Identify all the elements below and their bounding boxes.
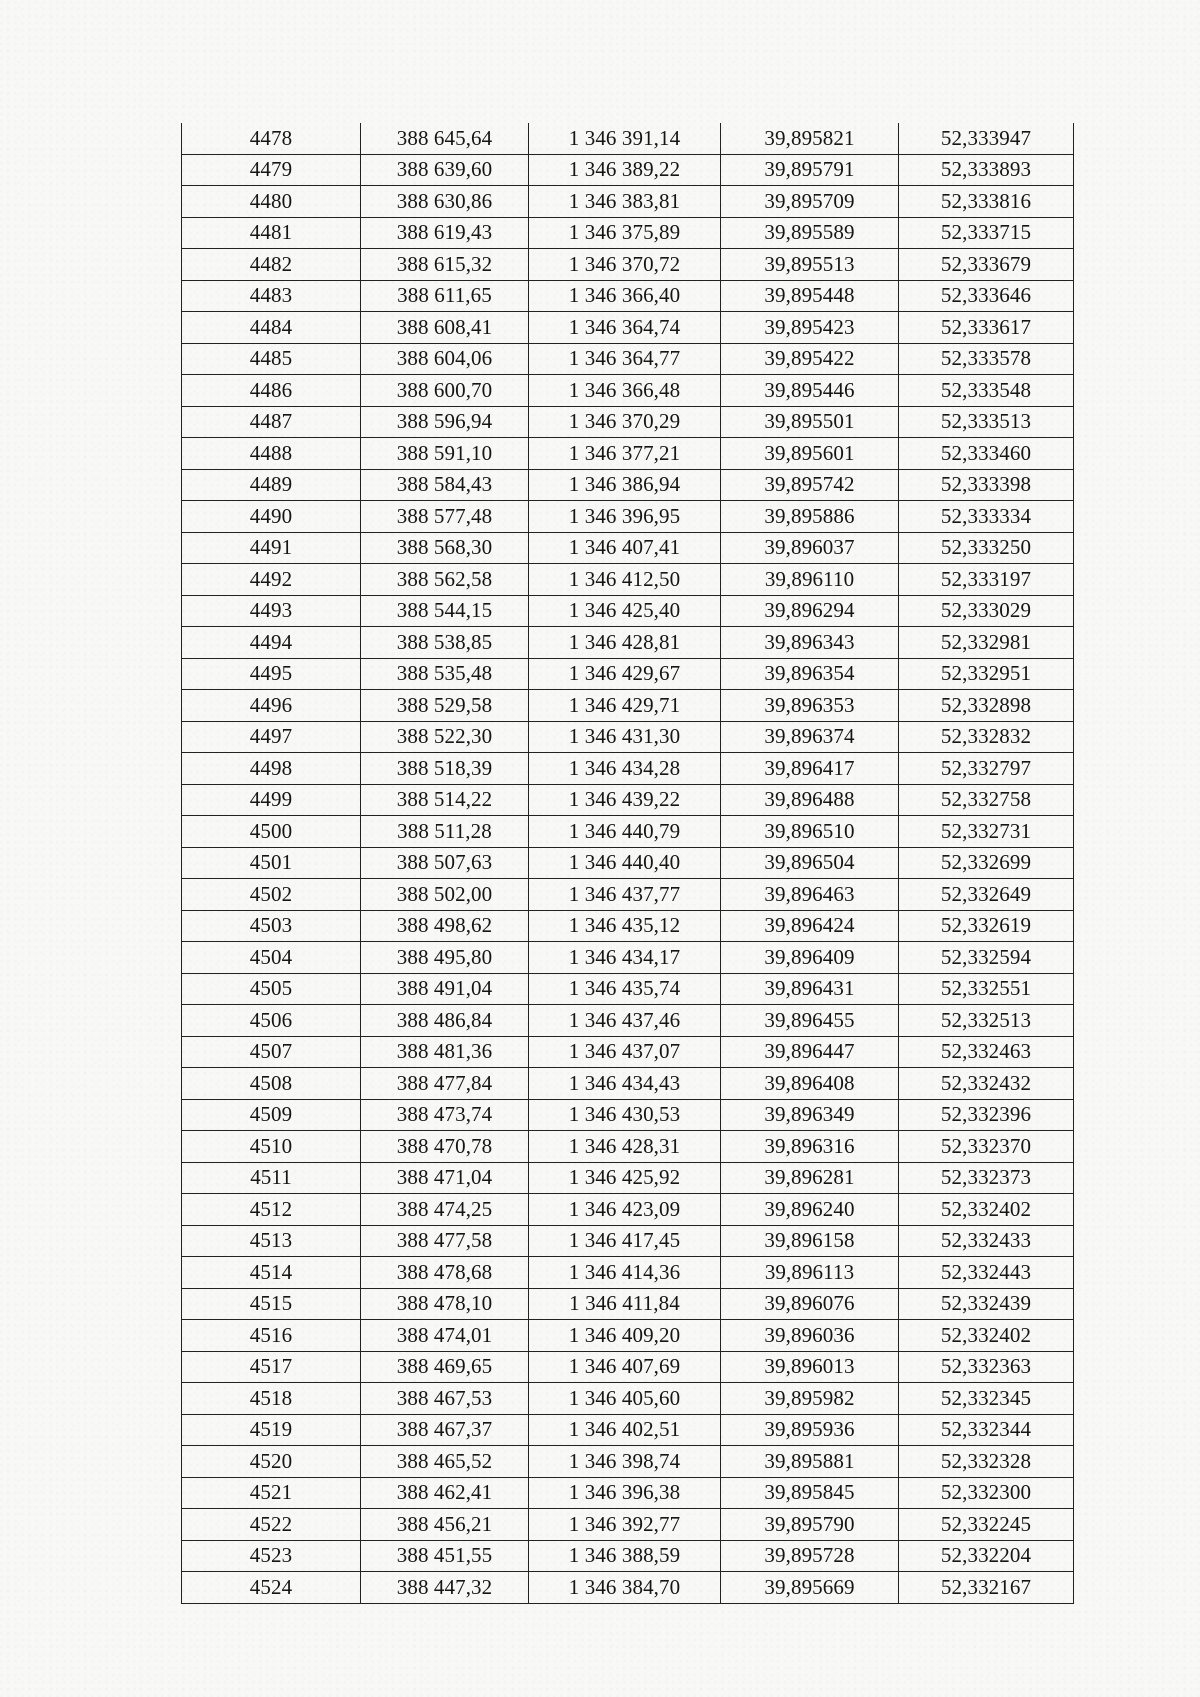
y-coordinate-cell: 1 346 435,74 (529, 973, 721, 1005)
table-row (182, 1257, 1074, 1289)
longitude-cell: 39,896013 (721, 1351, 899, 1383)
table-row (182, 343, 1074, 375)
x-coordinate-cell: 388 511,28 (361, 816, 529, 848)
longitude-cell: 39,895790 (721, 1509, 899, 1541)
longitude-cell: 39,896158 (721, 1225, 899, 1257)
latitude-cell: 52,332898 (899, 690, 1074, 722)
longitude-cell: 39,895821 (721, 123, 899, 154)
x-coordinate-cell: 388 471,04 (361, 1162, 529, 1194)
y-coordinate-cell: 1 346 396,95 (529, 501, 721, 533)
point-number-cell: 4479 (182, 154, 361, 186)
point-number-cell: 4506 (182, 1005, 361, 1037)
table-row (182, 1383, 1074, 1415)
y-coordinate-cell: 1 346 423,09 (529, 1194, 721, 1226)
latitude-cell: 52,332463 (899, 1036, 1074, 1068)
table-row (182, 595, 1074, 627)
latitude-cell: 52,332439 (899, 1288, 1074, 1320)
x-coordinate-cell: 388 470,78 (361, 1131, 529, 1163)
longitude-cell: 39,896036 (721, 1320, 899, 1352)
longitude-cell: 39,895845 (721, 1477, 899, 1509)
y-coordinate-cell: 1 346 370,72 (529, 249, 721, 281)
point-number-cell: 4523 (182, 1540, 361, 1572)
longitude-cell: 39,895448 (721, 280, 899, 312)
longitude-cell: 39,895501 (721, 406, 899, 438)
table-row (182, 753, 1074, 785)
x-coordinate-cell: 388 538,85 (361, 627, 529, 659)
x-coordinate-cell: 388 477,58 (361, 1225, 529, 1257)
x-coordinate-cell: 388 507,63 (361, 847, 529, 879)
y-coordinate-cell: 1 346 440,40 (529, 847, 721, 879)
x-coordinate-cell: 388 502,00 (361, 879, 529, 911)
latitude-cell: 52,333947 (899, 123, 1074, 154)
longitude-cell: 39,895881 (721, 1446, 899, 1478)
latitude-cell: 52,332402 (899, 1320, 1074, 1352)
point-number-cell: 4482 (182, 249, 361, 281)
latitude-cell: 52,333893 (899, 154, 1074, 186)
x-coordinate-cell: 388 568,30 (361, 532, 529, 564)
point-number-cell: 4478 (182, 123, 361, 154)
latitude-cell: 52,332344 (899, 1414, 1074, 1446)
point-number-cell: 4517 (182, 1351, 361, 1383)
longitude-cell: 39,896343 (721, 627, 899, 659)
y-coordinate-cell: 1 346 434,43 (529, 1068, 721, 1100)
y-coordinate-cell: 1 346 417,45 (529, 1225, 721, 1257)
table-row (182, 1509, 1074, 1541)
latitude-cell: 52,332432 (899, 1068, 1074, 1100)
table-row (182, 249, 1074, 281)
point-number-cell: 4489 (182, 469, 361, 501)
point-number-cell: 4510 (182, 1131, 361, 1163)
y-coordinate-cell: 1 346 384,70 (529, 1572, 721, 1604)
point-number-cell: 4502 (182, 879, 361, 911)
y-coordinate-cell: 1 346 435,12 (529, 910, 721, 942)
y-coordinate-cell: 1 346 409,20 (529, 1320, 721, 1352)
table-row (182, 1477, 1074, 1509)
y-coordinate-cell: 1 346 377,21 (529, 438, 721, 470)
longitude-cell: 39,896488 (721, 784, 899, 816)
table-row (182, 1540, 1074, 1572)
latitude-cell: 52,332758 (899, 784, 1074, 816)
table-row (182, 375, 1074, 407)
latitude-cell: 52,333197 (899, 564, 1074, 596)
latitude-cell: 52,333460 (899, 438, 1074, 470)
point-number-cell: 4509 (182, 1099, 361, 1131)
x-coordinate-cell: 388 467,53 (361, 1383, 529, 1415)
longitude-cell: 39,896424 (721, 910, 899, 942)
x-coordinate-cell: 388 619,43 (361, 217, 529, 249)
x-coordinate-cell: 388 474,01 (361, 1320, 529, 1352)
y-coordinate-cell: 1 346 407,69 (529, 1351, 721, 1383)
point-number-cell: 4488 (182, 438, 361, 470)
point-number-cell: 4507 (182, 1036, 361, 1068)
longitude-cell: 39,896240 (721, 1194, 899, 1226)
y-coordinate-cell: 1 346 405,60 (529, 1383, 721, 1415)
table-row (182, 1068, 1074, 1100)
point-number-cell: 4492 (182, 564, 361, 596)
y-coordinate-cell: 1 346 389,22 (529, 154, 721, 186)
latitude-cell: 52,332551 (899, 973, 1074, 1005)
longitude-cell: 39,896417 (721, 753, 899, 785)
table-row (182, 1194, 1074, 1226)
point-number-cell: 4521 (182, 1477, 361, 1509)
x-coordinate-cell: 388 630,86 (361, 186, 529, 218)
point-number-cell: 4490 (182, 501, 361, 533)
latitude-cell: 52,333334 (899, 501, 1074, 533)
y-coordinate-cell: 1 346 398,74 (529, 1446, 721, 1478)
latitude-cell: 52,332345 (899, 1383, 1074, 1415)
table-row (182, 1288, 1074, 1320)
point-number-cell: 4524 (182, 1572, 361, 1604)
y-coordinate-cell: 1 346 386,94 (529, 469, 721, 501)
latitude-cell: 52,333513 (899, 406, 1074, 438)
x-coordinate-cell: 388 456,21 (361, 1509, 529, 1541)
x-coordinate-cell: 388 467,37 (361, 1414, 529, 1446)
latitude-cell: 52,332832 (899, 721, 1074, 753)
longitude-cell: 39,895728 (721, 1540, 899, 1572)
table-row (182, 721, 1074, 753)
latitude-cell: 52,332245 (899, 1509, 1074, 1541)
latitude-cell: 52,333578 (899, 343, 1074, 375)
latitude-cell: 52,332981 (899, 627, 1074, 659)
x-coordinate-cell: 388 529,58 (361, 690, 529, 722)
y-coordinate-cell: 1 346 366,40 (529, 280, 721, 312)
x-coordinate-cell: 388 451,55 (361, 1540, 529, 1572)
x-coordinate-cell: 388 478,68 (361, 1257, 529, 1289)
point-number-cell: 4518 (182, 1383, 361, 1415)
table-row (182, 406, 1074, 438)
y-coordinate-cell: 1 346 370,29 (529, 406, 721, 438)
x-coordinate-cell: 388 562,58 (361, 564, 529, 596)
latitude-cell: 52,332731 (899, 816, 1074, 848)
latitude-cell: 52,332300 (899, 1477, 1074, 1509)
point-number-cell: 4487 (182, 406, 361, 438)
table-row (182, 1572, 1074, 1604)
longitude-cell: 39,895669 (721, 1572, 899, 1604)
longitude-cell: 39,896076 (721, 1288, 899, 1320)
y-coordinate-cell: 1 346 366,48 (529, 375, 721, 407)
longitude-cell: 39,896294 (721, 595, 899, 627)
longitude-cell: 39,896037 (721, 532, 899, 564)
table-row (182, 910, 1074, 942)
y-coordinate-cell: 1 346 407,41 (529, 532, 721, 564)
latitude-cell: 52,333617 (899, 312, 1074, 344)
x-coordinate-cell: 388 544,15 (361, 595, 529, 627)
point-number-cell: 4513 (182, 1225, 361, 1257)
point-number-cell: 4501 (182, 847, 361, 879)
y-coordinate-cell: 1 346 439,22 (529, 784, 721, 816)
latitude-cell: 52,332797 (899, 753, 1074, 785)
point-number-cell: 4504 (182, 942, 361, 974)
longitude-cell: 39,895791 (721, 154, 899, 186)
table-row (182, 1162, 1074, 1194)
latitude-cell: 52,332328 (899, 1446, 1074, 1478)
point-number-cell: 4522 (182, 1509, 361, 1541)
x-coordinate-cell: 388 604,06 (361, 343, 529, 375)
x-coordinate-cell: 388 535,48 (361, 658, 529, 690)
longitude-cell: 39,895742 (721, 469, 899, 501)
latitude-cell: 52,333250 (899, 532, 1074, 564)
x-coordinate-cell: 388 469,65 (361, 1351, 529, 1383)
latitude-cell: 52,332443 (899, 1257, 1074, 1289)
y-coordinate-cell: 1 346 437,07 (529, 1036, 721, 1068)
table-row (182, 784, 1074, 816)
table-row (182, 123, 1074, 154)
x-coordinate-cell: 388 474,25 (361, 1194, 529, 1226)
latitude-cell: 52,332204 (899, 1540, 1074, 1572)
latitude-cell: 52,333029 (899, 595, 1074, 627)
table-row (182, 1036, 1074, 1068)
longitude-cell: 39,896504 (721, 847, 899, 879)
x-coordinate-cell: 388 611,65 (361, 280, 529, 312)
x-coordinate-cell: 388 608,41 (361, 312, 529, 344)
table-row (182, 154, 1074, 186)
table-row (182, 973, 1074, 1005)
point-number-cell: 4514 (182, 1257, 361, 1289)
longitude-cell: 39,896113 (721, 1257, 899, 1289)
longitude-cell: 39,896316 (721, 1131, 899, 1163)
table-row (182, 1005, 1074, 1037)
x-coordinate-cell: 388 577,48 (361, 501, 529, 533)
y-coordinate-cell: 1 346 383,81 (529, 186, 721, 218)
table-row (182, 658, 1074, 690)
latitude-cell: 52,332402 (899, 1194, 1074, 1226)
x-coordinate-cell: 388 591,10 (361, 438, 529, 470)
x-coordinate-cell: 388 477,84 (361, 1068, 529, 1100)
longitude-cell: 39,895513 (721, 249, 899, 281)
point-number-cell: 4499 (182, 784, 361, 816)
latitude-cell: 52,333715 (899, 217, 1074, 249)
latitude-cell: 52,332513 (899, 1005, 1074, 1037)
table-row (182, 312, 1074, 344)
table-row (182, 186, 1074, 218)
table-row (182, 879, 1074, 911)
point-number-cell: 4512 (182, 1194, 361, 1226)
table-row (182, 1099, 1074, 1131)
latitude-cell: 52,332373 (899, 1162, 1074, 1194)
latitude-cell: 52,332619 (899, 910, 1074, 942)
y-coordinate-cell: 1 346 364,77 (529, 343, 721, 375)
y-coordinate-cell: 1 346 402,51 (529, 1414, 721, 1446)
x-coordinate-cell: 388 639,60 (361, 154, 529, 186)
y-coordinate-cell: 1 346 388,59 (529, 1540, 721, 1572)
latitude-cell: 52,332370 (899, 1131, 1074, 1163)
table-row (182, 280, 1074, 312)
y-coordinate-cell: 1 346 425,92 (529, 1162, 721, 1194)
longitude-cell: 39,895589 (721, 217, 899, 249)
point-number-cell: 4515 (182, 1288, 361, 1320)
x-coordinate-cell: 388 478,10 (361, 1288, 529, 1320)
longitude-cell: 39,895936 (721, 1414, 899, 1446)
latitude-cell: 52,333398 (899, 469, 1074, 501)
table-row (182, 816, 1074, 848)
point-number-cell: 4485 (182, 343, 361, 375)
x-coordinate-cell: 388 522,30 (361, 721, 529, 753)
table-row (182, 1446, 1074, 1478)
table-row (182, 690, 1074, 722)
point-number-cell: 4511 (182, 1162, 361, 1194)
longitude-cell: 39,895886 (721, 501, 899, 533)
point-number-cell: 4494 (182, 627, 361, 659)
latitude-cell: 52,333679 (899, 249, 1074, 281)
y-coordinate-cell: 1 346 392,77 (529, 1509, 721, 1541)
table-row (182, 217, 1074, 249)
table-row (182, 532, 1074, 564)
longitude-cell: 39,896353 (721, 690, 899, 722)
longitude-cell: 39,896510 (721, 816, 899, 848)
longitude-cell: 39,896349 (721, 1099, 899, 1131)
point-number-cell: 4497 (182, 721, 361, 753)
longitude-cell: 39,896110 (721, 564, 899, 596)
longitude-cell: 39,895709 (721, 186, 899, 218)
latitude-cell: 52,333548 (899, 375, 1074, 407)
longitude-cell: 39,896354 (721, 658, 899, 690)
y-coordinate-cell: 1 346 411,84 (529, 1288, 721, 1320)
longitude-cell: 39,896463 (721, 879, 899, 911)
table-row (182, 1414, 1074, 1446)
longitude-cell: 39,895423 (721, 312, 899, 344)
point-number-cell: 4491 (182, 532, 361, 564)
y-coordinate-cell: 1 346 391,14 (529, 123, 721, 154)
table-row (182, 627, 1074, 659)
x-coordinate-cell: 388 514,22 (361, 784, 529, 816)
point-number-cell: 4503 (182, 910, 361, 942)
x-coordinate-cell: 388 465,52 (361, 1446, 529, 1478)
x-coordinate-cell: 388 518,39 (361, 753, 529, 785)
x-coordinate-cell: 388 473,74 (361, 1099, 529, 1131)
latitude-cell: 52,332363 (899, 1351, 1074, 1383)
y-coordinate-cell: 1 346 414,36 (529, 1257, 721, 1289)
y-coordinate-cell: 1 346 396,38 (529, 1477, 721, 1509)
point-number-cell: 4484 (182, 312, 361, 344)
y-coordinate-cell: 1 346 428,81 (529, 627, 721, 659)
x-coordinate-cell: 388 447,32 (361, 1572, 529, 1604)
table-row (182, 501, 1074, 533)
coordinates-table (181, 123, 1074, 1604)
x-coordinate-cell: 388 462,41 (361, 1477, 529, 1509)
point-number-cell: 4500 (182, 816, 361, 848)
point-number-cell: 4520 (182, 1446, 361, 1478)
point-number-cell: 4483 (182, 280, 361, 312)
y-coordinate-cell: 1 346 425,40 (529, 595, 721, 627)
point-number-cell: 4481 (182, 217, 361, 249)
latitude-cell: 52,333646 (899, 280, 1074, 312)
table-row (182, 1320, 1074, 1352)
y-coordinate-cell: 1 346 431,30 (529, 721, 721, 753)
x-coordinate-cell: 388 645,64 (361, 123, 529, 154)
coordinates-table-body (182, 123, 1074, 1603)
latitude-cell: 52,333816 (899, 186, 1074, 218)
table-row (182, 438, 1074, 470)
point-number-cell: 4480 (182, 186, 361, 218)
x-coordinate-cell: 388 486,84 (361, 1005, 529, 1037)
table-row (182, 942, 1074, 974)
x-coordinate-cell: 388 491,04 (361, 973, 529, 1005)
latitude-cell: 52,332433 (899, 1225, 1074, 1257)
y-coordinate-cell: 1 346 440,79 (529, 816, 721, 848)
latitude-cell: 52,332594 (899, 942, 1074, 974)
point-number-cell: 4496 (182, 690, 361, 722)
point-number-cell: 4519 (182, 1414, 361, 1446)
point-number-cell: 4493 (182, 595, 361, 627)
longitude-cell: 39,896447 (721, 1036, 899, 1068)
y-coordinate-cell: 1 346 429,67 (529, 658, 721, 690)
point-number-cell: 4508 (182, 1068, 361, 1100)
y-coordinate-cell: 1 346 437,77 (529, 879, 721, 911)
longitude-cell: 39,895982 (721, 1383, 899, 1415)
y-coordinate-cell: 1 346 364,74 (529, 312, 721, 344)
table-row (182, 469, 1074, 501)
x-coordinate-cell: 388 615,32 (361, 249, 529, 281)
y-coordinate-cell: 1 346 429,71 (529, 690, 721, 722)
longitude-cell: 39,895422 (721, 343, 899, 375)
y-coordinate-cell: 1 346 437,46 (529, 1005, 721, 1037)
longitude-cell: 39,895601 (721, 438, 899, 470)
point-number-cell: 4505 (182, 973, 361, 1005)
longitude-cell: 39,895446 (721, 375, 899, 407)
longitude-cell: 39,896431 (721, 973, 899, 1005)
x-coordinate-cell: 388 600,70 (361, 375, 529, 407)
x-coordinate-cell: 388 596,94 (361, 406, 529, 438)
longitude-cell: 39,896281 (721, 1162, 899, 1194)
latitude-cell: 52,332396 (899, 1099, 1074, 1131)
table-row (182, 1131, 1074, 1163)
point-number-cell: 4495 (182, 658, 361, 690)
point-number-cell: 4498 (182, 753, 361, 785)
y-coordinate-cell: 1 346 434,17 (529, 942, 721, 974)
y-coordinate-cell: 1 346 430,53 (529, 1099, 721, 1131)
y-coordinate-cell: 1 346 428,31 (529, 1131, 721, 1163)
latitude-cell: 52,332699 (899, 847, 1074, 879)
x-coordinate-cell: 388 498,62 (361, 910, 529, 942)
point-number-cell: 4486 (182, 375, 361, 407)
longitude-cell: 39,896408 (721, 1068, 899, 1100)
y-coordinate-cell: 1 346 434,28 (529, 753, 721, 785)
longitude-cell: 39,896455 (721, 1005, 899, 1037)
x-coordinate-cell: 388 481,36 (361, 1036, 529, 1068)
latitude-cell: 52,332167 (899, 1572, 1074, 1604)
table-row (182, 564, 1074, 596)
x-coordinate-cell: 388 584,43 (361, 469, 529, 501)
table-row (182, 847, 1074, 879)
latitude-cell: 52,332951 (899, 658, 1074, 690)
longitude-cell: 39,896374 (721, 721, 899, 753)
point-number-cell: 4516 (182, 1320, 361, 1352)
y-coordinate-cell: 1 346 375,89 (529, 217, 721, 249)
table-row (182, 1351, 1074, 1383)
table-row (182, 1225, 1074, 1257)
y-coordinate-cell: 1 346 412,50 (529, 564, 721, 596)
longitude-cell: 39,896409 (721, 942, 899, 974)
latitude-cell: 52,332649 (899, 879, 1074, 911)
x-coordinate-cell: 388 495,80 (361, 942, 529, 974)
